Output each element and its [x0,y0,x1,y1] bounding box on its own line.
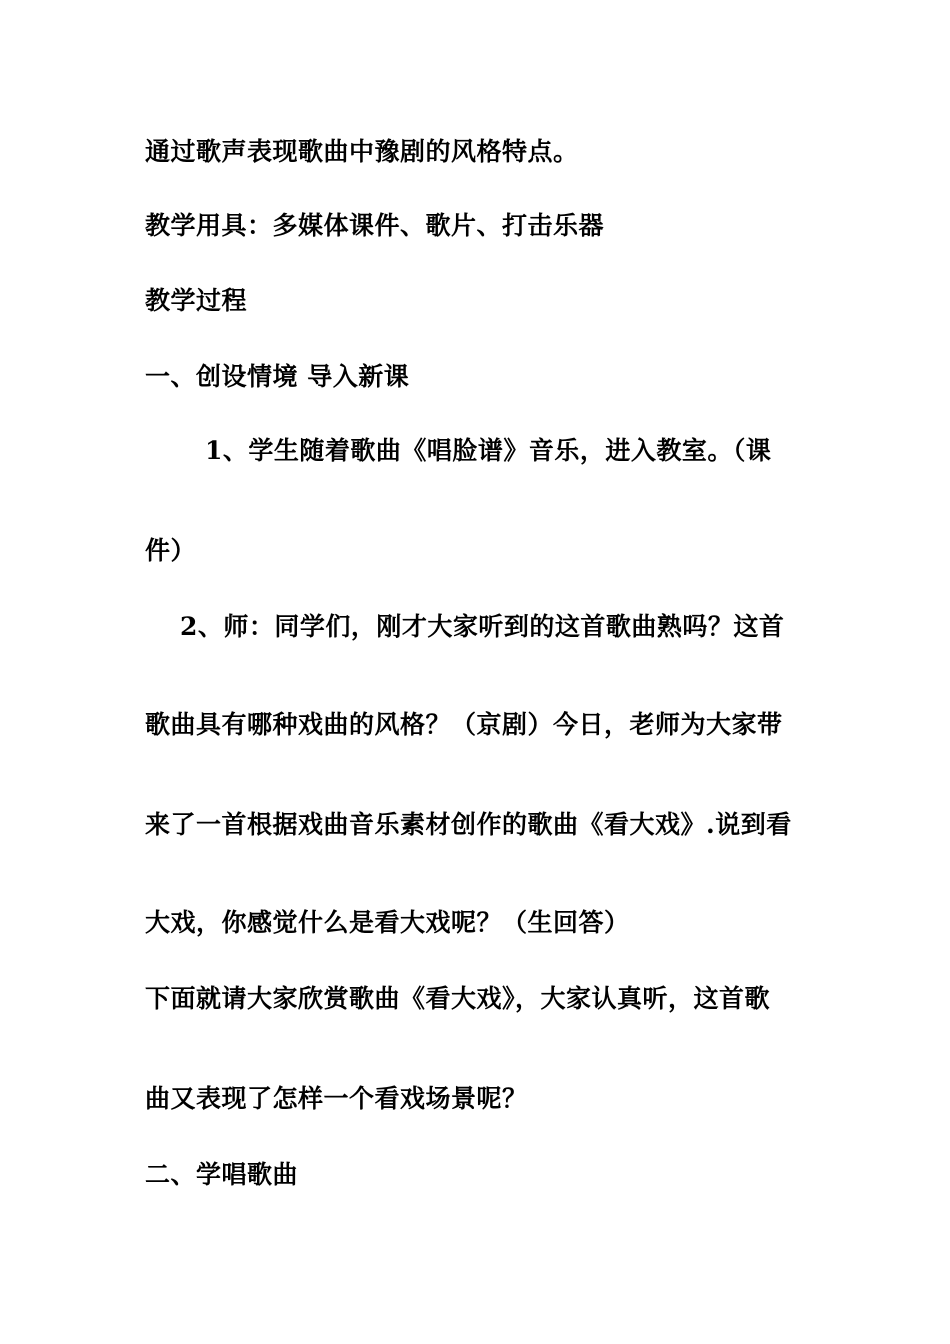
text-line-step-2-cont-1: 歌曲具有哪种戏曲的风格？（京剧）今日，老师为大家带 [145,710,783,739]
section-heading-part-one: 一、创设情境 导入新课 [145,362,410,391]
text-line-listen-cont: 曲又表现了怎样一个看戏场景呢？ [145,1084,528,1113]
text-line-objective: 通过歌声表现歌曲中豫剧的风格特点。 [145,137,579,166]
text-line-listen: 下面就请大家欣赏歌曲《看大戏》，大家认真听，这首歌 [145,984,771,1013]
text-line-step-1-cont: 件） [145,536,197,565]
text-line-step-2-cont-2: 来了一首根据戏曲音乐素材创作的歌曲《看大戏》.说到看 [145,810,792,839]
text-line-step-1: 1、学生随着歌曲《唱脸谱》音乐，进入教室。（课 [205,436,772,465]
text-line-teaching-tools: 教学用具：多媒体课件、歌片、打击乐器 [145,211,605,240]
section-heading-teaching-process: 教学过程 [145,286,248,315]
text-line-step-2-cont-3: 大戏，你感觉什么是看大戏呢？（生回答） [145,908,630,937]
text-line-step-2: 2、师：同学们，刚才大家听到的这首歌曲熟吗？这首 [180,612,785,641]
section-heading-part-two: 二、学唱歌曲 [145,1160,299,1189]
